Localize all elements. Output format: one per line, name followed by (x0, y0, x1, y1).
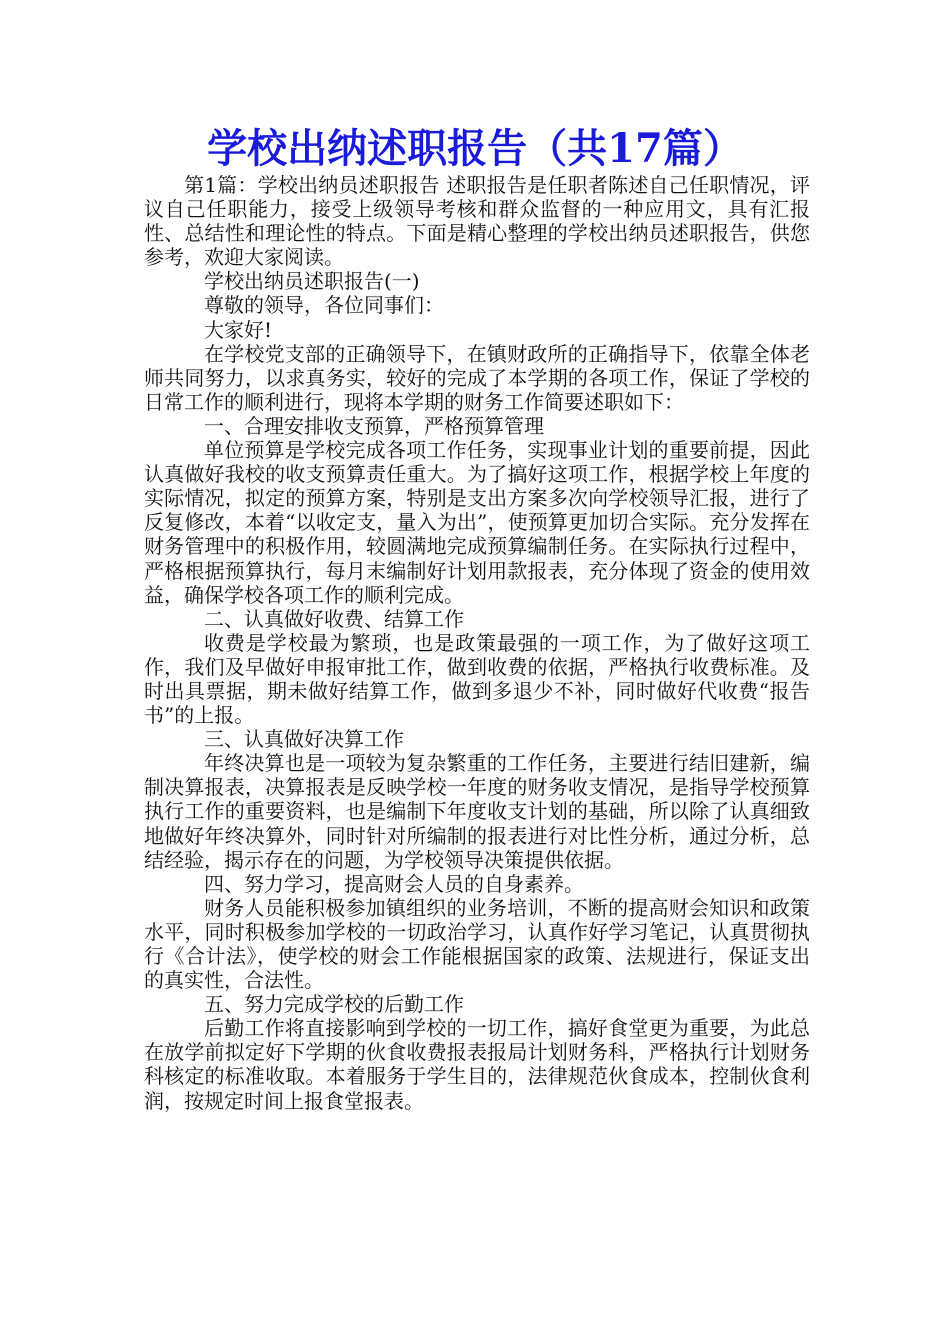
salutation: 尊敬的领导，各位同事们： (204, 293, 444, 318)
section-heading-1: 一、合理安排收支预算，严格预算管理 (204, 413, 544, 438)
section-paragraph-3: 年终决算也是一项较为复杂繁重的工作任务，主要进行结旧建新，编制决算报表，决算报表是反映学校一年度的财务收支情况，是指导学校预算执行工作的重要资料，也是编制下年度收支计划的基础，所以除了认真细致地做好年终决算外，同时针对所编制的报表进行对比性分析，通过分析，总结经验，揭示存在的问题，为学校领导决策提供依据。 (144, 751, 810, 872)
section-paragraph-1: 单位预算是学校完成各项工作任务，实现事业计划的重要前提，因此认真做好我校的收支预算责任重大。为了搞好这项工作，根据学校上年度的实际情况，拟定的预算方案，特别是支出方案多次向学校领导汇报，进行了反复修改，本着“以收定支，量入为出”，使预算更加切合实际。充分发挥在财务管理中的积极作用，较圆满地完成预算编制任务。在实际执行过程中，严格根据预算执行，每月末编制好计划用款报表，充分体现了资金的使用效益，确保学校各项工作的顺利完成。 (144, 438, 810, 607)
section-heading-4: 四、努力学习，提高财会人员的自身素养。 (204, 871, 584, 896)
section-heading-2: 二、认真做好收费、结算工作 (204, 606, 464, 631)
section-heading-5: 五、努力完成学校的后勤工作 (204, 992, 464, 1017)
section-paragraph-5: 后勤工作将直接影响到学校的一切工作，搞好食堂更为重要，为此总在放学前拟定好下学期的伙食收费报表报局计划财务科，严格执行计划财务科核定的标准收取。本着服务于学生目的，法律规范伙食成本，控制伙食利润，按规定时间上报食堂报表。 (144, 1016, 810, 1113)
section-heading-3: 三、认真做好决算工作 (204, 727, 404, 752)
intro-paragraph: 第1篇：学校出纳员述职报告 述职报告是任职者陈述自己任职情况，评议自己任职能力，接受上级领导考核和群众监督的一种应用文，具有汇报性、总结性和理论性的特点。下面是精心整理的学校出纳员述职报告，供您参考，欢迎大家阅读。 (144, 173, 810, 270)
report-subtitle: 学校出纳员述职报告(一) (204, 269, 420, 294)
document-title: 学校出纳述职报告（共17篇） (207, 125, 743, 172)
opening-paragraph: 在学校党支部的正确领导下，在镇财政所的正确指导下，依靠全体老师共同努力，以求真务实，较好的完成了本学期的各项工作，保证了学校的日常工作的顺利进行，现将本学期的财务工作简要述职如下： (144, 341, 810, 414)
greeting: 大家好! (204, 317, 273, 342)
section-paragraph-2: 收费是学校最为繁琐，也是政策最强的一项工作，为了做好这项工作，我们及早做好申报审批工作，做到收费的依据，严格执行收费标准。及时出具票据，期未做好结算工作，做到多退少不补，同时做好代收费“报告书”的上报。 (144, 630, 810, 728)
document-body (144, 173, 810, 1113)
section-paragraph-4: 财务人员能积极参加镇组织的业务培训，不断的提高财会知识和政策水平，同时积极参加学校的一切政治学习，认真作好学习笔记，认真贯彻执行《合计法》，使学校的财会工作能根据国家的政策、法规进行，保证支出的真实性，合法性。 (144, 895, 810, 993)
